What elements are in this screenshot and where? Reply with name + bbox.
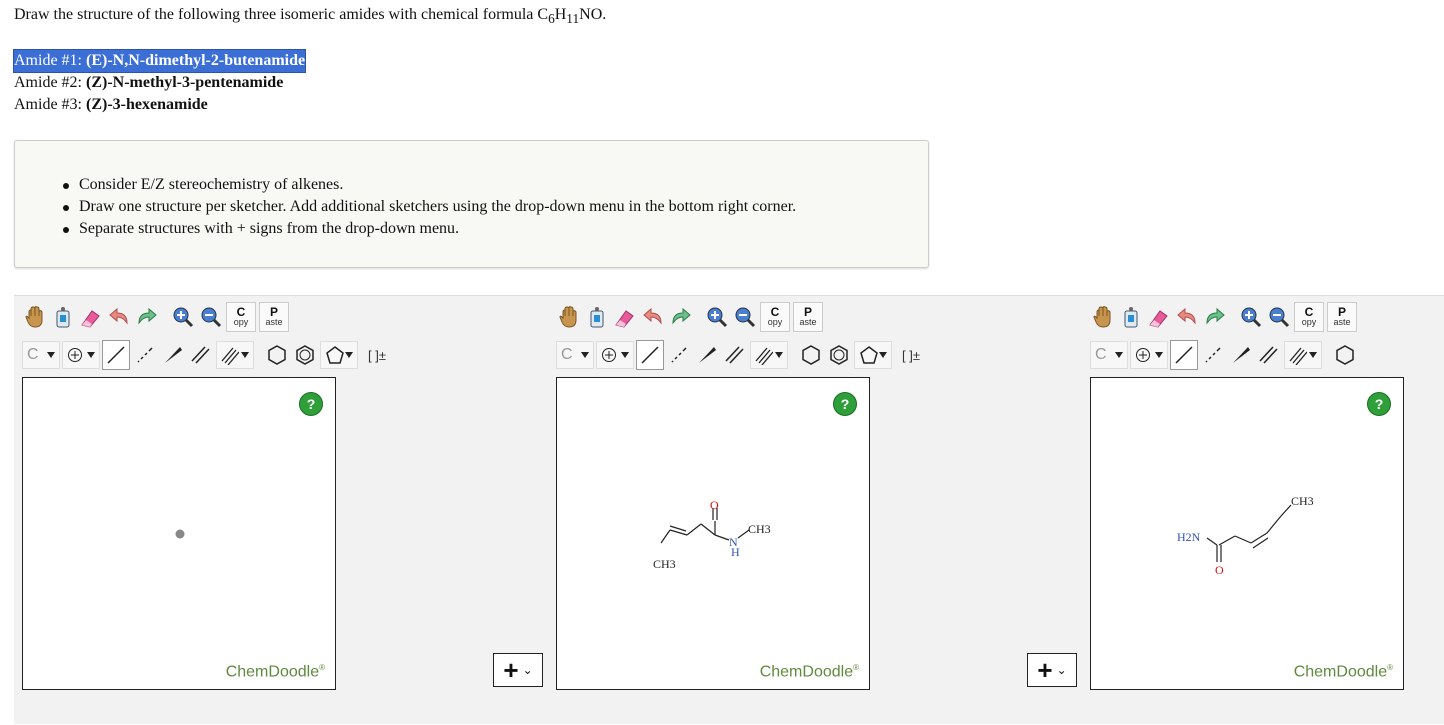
zoom-in-icon[interactable] — [170, 303, 196, 331]
amide-item-3 — [14, 94, 305, 116]
copy-big: C — [236, 305, 246, 319]
chevron-down-icon — [87, 352, 95, 358]
triple-bond-icon — [755, 345, 773, 365]
triple-bond-dropdown[interactable] — [1284, 341, 1322, 369]
benzene-icon[interactable] — [826, 341, 852, 369]
sketcher-3 — [1082, 296, 1444, 724]
bond — [715, 535, 729, 540]
redo-icon[interactable] — [1202, 303, 1228, 331]
instructions-list — [79, 174, 796, 240]
hashed-bond-icon[interactable] — [1200, 341, 1226, 369]
sketcher-1 — [14, 296, 548, 724]
chevron-down-icon — [775, 352, 783, 358]
amide-item-2 — [14, 72, 305, 94]
sketcher-canvas[interactable] — [556, 377, 870, 690]
paste-button[interactable] — [1327, 302, 1357, 332]
amine-label: H2N — [1177, 530, 1201, 544]
lasso-icon[interactable] — [584, 303, 610, 331]
chevron-down-icon: ⌄ — [1056, 663, 1067, 677]
hand-icon[interactable] — [556, 303, 582, 331]
help-icon[interactable]: ? — [299, 392, 323, 416]
amide-1-label: Amide #1: — [14, 52, 82, 69]
bond — [1281, 505, 1291, 516]
eraser-icon[interactable] — [78, 303, 104, 331]
amide-2-label: Amide #2: — [14, 74, 82, 91]
wedge-bond-icon[interactable] — [160, 341, 186, 369]
undo-icon[interactable] — [1174, 303, 1200, 331]
charge-bracket-button[interactable] — [360, 341, 394, 369]
chemdoodle-logo — [226, 663, 325, 681]
question-prefix: Draw the structure of the following three isomeric amides with chemical formula $C_6H_{11}NO$. — [14, 6, 607, 27]
hand-icon[interactable] — [22, 303, 48, 331]
benzene-icon[interactable] — [292, 341, 318, 369]
lasso-icon[interactable] — [50, 303, 76, 331]
copy-big: C — [770, 305, 780, 319]
charge-dropdown[interactable] — [1130, 341, 1168, 369]
single-bond-icon[interactable] — [636, 340, 664, 370]
ring-dropdown[interactable] — [854, 341, 892, 369]
brand-text: ChemDoodle — [759, 663, 854, 680]
copy-small: opy — [1301, 317, 1317, 327]
triple-bond-dropdown[interactable] — [750, 341, 788, 369]
lasso-icon[interactable] — [1118, 303, 1144, 331]
copy-button[interactable] — [226, 302, 256, 332]
triple-bond-icon — [1289, 345, 1307, 365]
triple-bond-dropdown[interactable] — [216, 341, 254, 369]
undo-icon[interactable] — [106, 303, 132, 331]
chevron-down-icon: ⌄ — [522, 663, 533, 677]
copy-big: C — [1304, 305, 1314, 319]
chevron-down-icon — [345, 352, 353, 358]
chemdoodle-logo — [760, 663, 859, 681]
cyclopentane-icon — [325, 345, 345, 365]
triple-bond-icon — [221, 345, 239, 365]
sketcher-3-clip — [1082, 296, 1444, 724]
join-dropdown-2[interactable] — [1027, 653, 1077, 687]
canvas-drawing — [23, 378, 335, 689]
question-text — [14, 6, 606, 27]
paste-button[interactable] — [793, 302, 823, 332]
help-icon[interactable]: ? — [833, 392, 857, 416]
atom-dot — [176, 530, 185, 539]
charge-bracket-label: [ ]± — [902, 347, 920, 363]
chevron-down-icon — [879, 352, 887, 358]
molecule-drawing — [1091, 378, 1403, 689]
chevron-down-icon — [1155, 352, 1163, 358]
bond — [661, 530, 670, 543]
single-bond-icon[interactable] — [1170, 340, 1198, 370]
nitrogen-h-label: H — [731, 545, 740, 559]
double-bond-line — [1253, 538, 1268, 548]
sketcher-2 — [548, 296, 1082, 724]
toolbar-row-1 — [22, 300, 292, 334]
chevron-down-icon — [621, 352, 629, 358]
zoom-out-icon[interactable] — [1266, 303, 1292, 331]
charge-bracket-button[interactable] — [894, 341, 928, 369]
zoom-out-icon[interactable] — [732, 303, 758, 331]
brand-mark: ® — [1387, 662, 1393, 672]
cyclohexane-icon[interactable] — [264, 341, 290, 369]
toolbar-row-1 — [1090, 300, 1360, 334]
copy-button[interactable] — [760, 302, 790, 332]
single-bond-icon[interactable] — [102, 340, 130, 370]
paste-small: aste — [1333, 317, 1351, 327]
carbonyl-double-bond — [1217, 545, 1221, 562]
hand-icon[interactable] — [1090, 303, 1116, 331]
brand-text: ChemDoodle — [225, 663, 320, 680]
instruction-item: Consider E/Z stereochemistry of alkenes. — [79, 174, 796, 196]
copy-small: opy — [767, 317, 783, 327]
bond — [687, 524, 701, 535]
chevron-down-icon — [1309, 352, 1317, 358]
toolbar-row-2 — [22, 338, 396, 372]
element-dropdown[interactable] — [556, 341, 594, 369]
double-bond-icon[interactable] — [722, 341, 748, 369]
paste-big: P — [803, 305, 812, 319]
copy-small: opy — [233, 317, 249, 327]
zoom-in-icon[interactable] — [704, 303, 730, 331]
bond — [1207, 538, 1217, 545]
toolbar-row-2 — [1090, 338, 1360, 372]
plus-icon: + — [1037, 654, 1053, 685]
charge-bracket-label: [ ]± — [368, 347, 386, 363]
chemdoodle-logo — [1294, 663, 1393, 681]
bond — [1235, 536, 1251, 543]
redo-icon[interactable] — [134, 303, 160, 331]
brand-mark: ® — [853, 662, 859, 672]
charge-plus-icon — [1135, 347, 1151, 363]
cyclohexane-icon[interactable] — [1332, 341, 1358, 369]
chevron-down-icon — [241, 352, 249, 358]
methyl-label: CH3 — [1291, 494, 1314, 508]
nitrogen-label: N — [729, 535, 738, 549]
redo-icon[interactable] — [668, 303, 694, 331]
toolbar-row-1 — [556, 300, 826, 334]
amide-item-1 — [14, 50, 305, 72]
hashed-bond-icon[interactable] — [666, 341, 692, 369]
paste-big: P — [269, 305, 278, 319]
methyl-label-n: CH3 — [748, 522, 771, 536]
bond — [701, 524, 715, 535]
oxygen-label: O — [710, 498, 719, 512]
charge-dropdown[interactable] — [596, 341, 634, 369]
instruction-item: Separate structures with + signs from the drop-down menu. — [79, 218, 796, 240]
amide-1-name: (E)-N,N-dimethyl-2-butenamide — [86, 52, 306, 69]
brand-mark: ® — [319, 662, 325, 672]
amide-list — [14, 50, 305, 116]
molecule-drawing — [557, 378, 869, 689]
toolbar-row-2 — [556, 338, 930, 372]
ring-dropdown[interactable] — [320, 341, 358, 369]
amide-3-name: (Z)-3-hexenamide — [86, 96, 208, 113]
charge-dropdown[interactable] — [62, 341, 100, 369]
sketcher-panel — [14, 295, 1444, 724]
bond — [1219, 536, 1235, 545]
double-bond-icon[interactable] — [188, 341, 214, 369]
paste-small: aste — [799, 317, 817, 327]
zoom-in-icon[interactable] — [1238, 303, 1264, 331]
charge-plus-icon — [601, 347, 617, 363]
zoom-out-icon[interactable] — [198, 303, 224, 331]
oxygen-label: O — [1215, 563, 1224, 577]
sketcher-canvas[interactable] — [1090, 377, 1404, 690]
eraser-icon[interactable] — [1146, 303, 1172, 331]
chevron-down-icon — [1115, 352, 1123, 358]
instruction-item: Draw one structure per sketcher. Add additional sketchers using the drop-down menu in the bottom right corner. — [79, 196, 796, 218]
join-dropdown-1[interactable] — [493, 653, 543, 687]
bonds — [1207, 505, 1291, 562]
chevron-down-icon — [581, 352, 589, 358]
bond — [1251, 533, 1267, 543]
element-dropdown[interactable] — [1090, 341, 1128, 369]
amide-3-label: Amide #3: — [14, 96, 82, 113]
amide-2-name: (Z)-N-methyl-3-pentenamide — [86, 74, 284, 91]
double-bond-icon[interactable] — [1256, 341, 1282, 369]
element-selected: C — [561, 346, 573, 363]
chevron-down-icon — [47, 352, 55, 358]
instructions-box — [14, 140, 929, 268]
charge-plus-icon — [67, 347, 83, 363]
element-selected: C — [27, 346, 39, 363]
brand-text: ChemDoodle — [1293, 663, 1388, 680]
paste-small: aste — [265, 317, 283, 327]
cyclopentane-icon — [859, 345, 879, 365]
cyclohexane-icon[interactable] — [798, 341, 824, 369]
amide-1-highlight — [14, 50, 305, 72]
copy-button[interactable] — [1294, 302, 1324, 332]
wedge-bond-icon[interactable] — [1228, 341, 1254, 369]
plus-icon: + — [503, 654, 519, 685]
methyl-label-tail: CH3 — [653, 557, 676, 571]
eraser-icon[interactable] — [612, 303, 638, 331]
wedge-bond-icon[interactable] — [694, 341, 720, 369]
hashed-bond-icon[interactable] — [132, 341, 158, 369]
bond — [1267, 516, 1281, 533]
help-icon[interactable]: ? — [1367, 392, 1391, 416]
paste-big: P — [1337, 305, 1346, 319]
sketcher-canvas[interactable] — [22, 377, 336, 690]
element-dropdown[interactable] — [22, 341, 60, 369]
paste-button[interactable] — [259, 302, 289, 332]
element-selected: C — [1095, 346, 1107, 363]
undo-icon[interactable] — [640, 303, 666, 331]
